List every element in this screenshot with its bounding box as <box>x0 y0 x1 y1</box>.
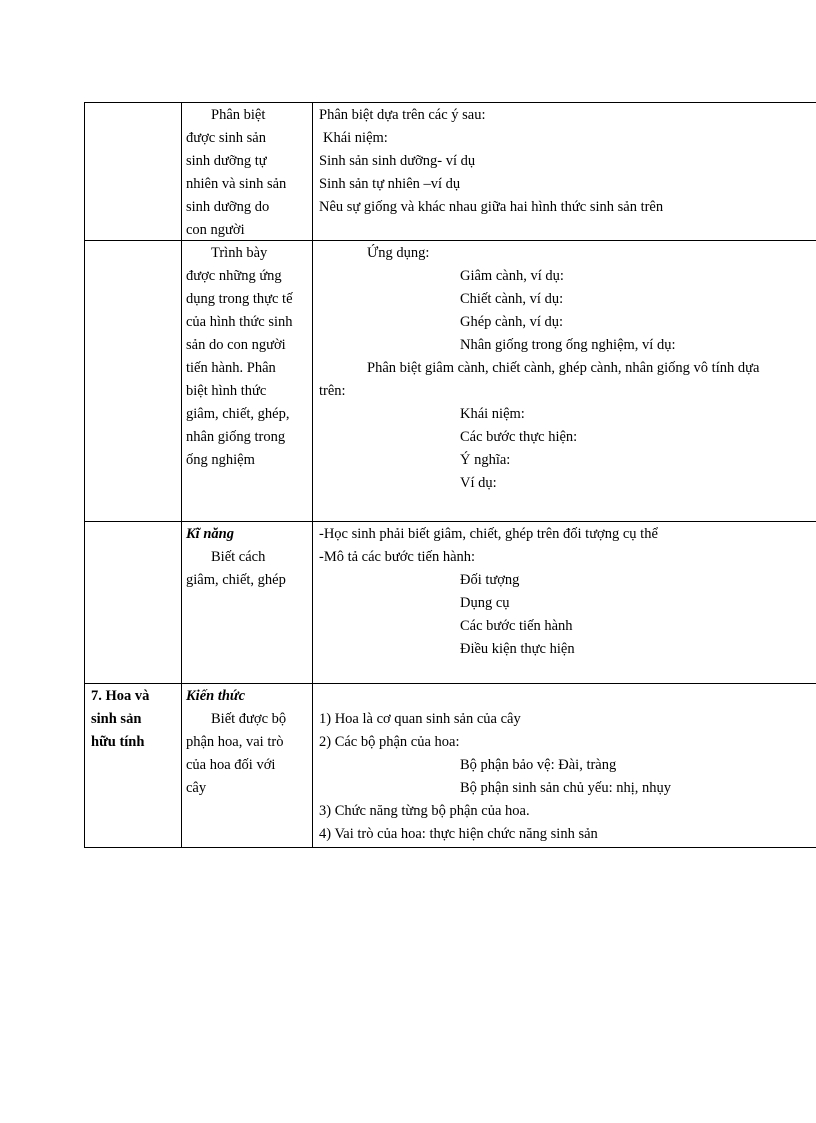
content-line: Khái niệm: <box>460 406 525 422</box>
objective-line: ống nghiệm <box>186 452 255 468</box>
objective-cell <box>180 103 313 240</box>
objective-cell <box>180 684 313 847</box>
topic-cell <box>84 241 182 521</box>
objective-line: biệt hình thức <box>186 383 267 399</box>
content-line: Ghép cành, ví dụ: <box>460 314 564 330</box>
content-cell <box>313 684 816 847</box>
content-line: Dụng cụ <box>460 595 510 611</box>
objective-line: giâm, chiết, ghép <box>186 572 286 588</box>
content-line: Đối tượng <box>460 572 520 588</box>
content-line: Bộ phận sinh sản chủ yếu: nhị, nhụy <box>460 780 672 796</box>
objective-line: được sinh sản <box>186 130 266 146</box>
content-line: Khái niệm: <box>323 130 388 146</box>
objective-line: của hình thức sinh <box>186 314 293 330</box>
objective-line: Trình bày <box>211 245 268 261</box>
objective-line: sinh dưỡng do <box>186 199 270 215</box>
content-line: Ứng dụng: <box>367 245 430 261</box>
objective-line: sản do con người <box>186 337 286 353</box>
topic-line: hữu tính <box>91 734 145 750</box>
objective-heading: Kiến thức <box>186 688 246 704</box>
content-line: Điều kiện thực hiện <box>460 641 575 657</box>
content-line: trên: <box>319 383 346 399</box>
content-line: Các bước thực hiện: <box>460 429 578 445</box>
objective-line: cây <box>186 780 207 796</box>
content-line: Bộ phận bảo vệ: Đài, tràng <box>460 757 617 773</box>
content-cell <box>313 241 816 521</box>
curriculum-table <box>84 102 816 848</box>
objective-line: sinh dưỡng tự <box>186 153 267 169</box>
content-line: Giâm cành, ví dụ: <box>460 268 564 284</box>
content-line: Phân biệt giâm cành, chiết cành, ghép cành, nhân giống vô tính dựa <box>367 360 760 376</box>
content-line: 3) Chức năng từng bộ phận của hoa. <box>319 803 530 819</box>
table-row <box>84 684 816 848</box>
objective-line: của hoa đối với <box>186 757 276 773</box>
content-line: Phân biệt dựa trên các ý sau: <box>319 107 486 123</box>
topic-cell <box>84 103 182 240</box>
table-row <box>84 241 816 522</box>
objective-line: giâm, chiết, ghép, <box>186 406 290 422</box>
objective-cell <box>180 522 313 683</box>
topic-line: sinh sản <box>91 711 142 727</box>
objective-line: dụng trong thực tế <box>186 291 293 307</box>
objective-line: Biết được bộ <box>211 711 287 727</box>
content-line: Ví dụ: <box>460 475 497 491</box>
content-line: -Mô tả các bước tiến hành: <box>319 549 476 565</box>
content-line: Chiết cành, ví dụ: <box>460 291 564 307</box>
content-line: 2) Các bộ phận của hoa: <box>319 734 460 750</box>
content-line: Sinh sản tự nhiên –ví dụ <box>319 176 461 192</box>
content-line: 4) Vai trò của hoa: thực hiện chức năng sinh sản <box>319 826 598 842</box>
table-row <box>84 102 816 241</box>
objective-line: nhiên và sinh sản <box>186 176 287 192</box>
content-line: 1) Hoa là cơ quan sinh sản của cây <box>319 711 521 727</box>
content-line: Nêu sự giống và khác nhau giữa hai hình thức sinh sản trên <box>319 199 664 215</box>
objective-line: Biết cách <box>211 549 266 565</box>
content-cell <box>313 103 816 240</box>
objective-line: phận hoa, vai trò <box>186 734 284 750</box>
objective-line: được những ứng <box>186 268 282 284</box>
content-cell <box>313 522 816 683</box>
objective-line: con người <box>186 222 245 238</box>
objective-line: nhân giống trong <box>186 429 286 445</box>
objective-line: tiến hành. Phân <box>186 360 276 376</box>
content-line: -Học sinh phải biết giâm, chiết, ghép trên đối tượng cụ thể <box>319 526 658 542</box>
topic-cell <box>84 522 182 683</box>
content-line: Sinh sản sinh dưỡng- ví dụ <box>319 153 476 169</box>
content-line: Ý nghĩa: <box>460 452 511 468</box>
objective-heading: Kĩ năng <box>186 526 234 542</box>
topic-line: 7. Hoa và <box>91 688 150 704</box>
content-line: Nhân giống trong ống nghiệm, ví dụ: <box>460 337 676 353</box>
table-row <box>84 522 816 684</box>
content-line: Các bước tiến hành <box>460 618 573 634</box>
objective-cell <box>180 241 313 521</box>
topic-cell <box>84 684 182 847</box>
objective-line: Phân biệt <box>211 107 266 123</box>
